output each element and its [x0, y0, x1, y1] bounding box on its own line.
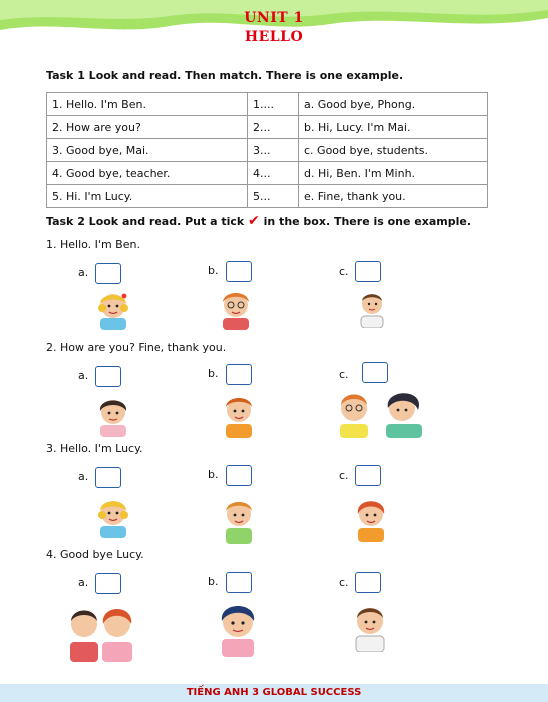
answer-box-1c[interactable]: [355, 261, 381, 282]
answer-box-4b[interactable]: [226, 572, 252, 593]
footer-text: TIẾNG ANH 3 GLOBAL SUCCESS: [186, 687, 362, 698]
answer-box-3b[interactable]: [226, 465, 252, 486]
answer-box-4c[interactable]: [355, 572, 381, 593]
task2-heading: [46, 213, 471, 229]
answer-box-3a[interactable]: [95, 467, 121, 488]
question-2: 2. How are you? Fine, thank you.: [46, 341, 227, 354]
table-row: [47, 116, 488, 139]
option-cell: c. Good bye, students.: [299, 139, 488, 162]
option-label-a: a.: [78, 576, 89, 589]
question-1: 1. Hello. I'm Ben.: [46, 238, 140, 251]
unit-title: UNIT 1: [244, 10, 304, 26]
option-label-c: c.: [339, 469, 349, 482]
answer-box-1a[interactable]: [95, 263, 121, 284]
answer-box-3c[interactable]: [355, 465, 381, 486]
answer-box-2a[interactable]: [95, 366, 121, 387]
answer-cell[interactable]: 2...: [248, 116, 299, 139]
girl-dark-hair-illustration: [92, 393, 134, 437]
table-row: [47, 93, 488, 116]
option-label-a: a.: [78, 470, 89, 483]
option-label-b: b.: [208, 468, 219, 481]
match-table: [46, 92, 488, 208]
tick-icon: ✔: [248, 213, 260, 229]
table-row: [47, 139, 488, 162]
question-cell: 2. How are you?: [47, 116, 248, 139]
boy-green-shirt-illustration: [218, 494, 260, 544]
option-label-c: c.: [339, 265, 349, 278]
girl-blonde-illustration: [92, 494, 134, 538]
option-label-a: a.: [78, 369, 89, 382]
question-cell: 3. Good bye, Mai.: [47, 139, 248, 162]
option-label-b: b.: [208, 575, 219, 588]
option-cell: b. Hi, Lucy. I'm Mai.: [299, 116, 488, 139]
answer-box-2b[interactable]: [226, 364, 252, 385]
task2-heading-start: Task 2 Look and read. Put a tick: [46, 215, 245, 228]
girl-teacher-illustration: [210, 597, 266, 657]
answer-cell[interactable]: 3...: [248, 139, 299, 162]
question-3: 3. Hello. I'm Lucy.: [46, 442, 143, 455]
girl-waving-illustration: [92, 288, 134, 330]
option-label-c: c.: [339, 368, 349, 381]
answer-cell[interactable]: 5...: [248, 185, 299, 208]
table-row: [47, 185, 488, 208]
answer-cell[interactable]: 4...: [248, 162, 299, 185]
task2-heading-end: in the box. There is one example.: [263, 215, 472, 228]
boy-waving-illustration: [356, 288, 388, 328]
option-label-b: b.: [208, 367, 219, 380]
option-label-a: a.: [78, 266, 89, 279]
boy-glasses-illustration: [214, 286, 258, 330]
question-cell: 1. Hello. I'm Ben.: [47, 93, 248, 116]
answer-box-1b[interactable]: [226, 261, 252, 282]
two-children-waving-illustration: [66, 596, 136, 662]
lesson-title: HELLO: [244, 29, 304, 45]
boy-orange-hair-illustration: [218, 390, 260, 438]
girl-red-hair-illustration: [350, 494, 392, 542]
option-label-b: b.: [208, 264, 219, 277]
option-label-c: c.: [339, 576, 349, 589]
option-cell: e. Fine, thank you.: [299, 185, 488, 208]
answer-cell[interactable]: 1....: [248, 93, 299, 116]
two-children-illustration: [334, 386, 434, 438]
table-row: [47, 162, 488, 185]
boy-brown-hair-illustration: [348, 600, 392, 652]
question-4: 4. Good bye Lucy.: [46, 548, 144, 561]
option-cell: d. Hi, Ben. I'm Minh.: [299, 162, 488, 185]
question-cell: 5. Hi. I'm Lucy.: [47, 185, 248, 208]
answer-box-2c[interactable]: [362, 362, 388, 383]
option-cell: a. Good bye, Phong.: [299, 93, 488, 116]
task1-heading: Task 1 Look and read. Then match. There is one example.: [46, 69, 404, 82]
answer-box-4a[interactable]: [95, 573, 121, 594]
question-cell: 4. Good bye, teacher.: [47, 162, 248, 185]
